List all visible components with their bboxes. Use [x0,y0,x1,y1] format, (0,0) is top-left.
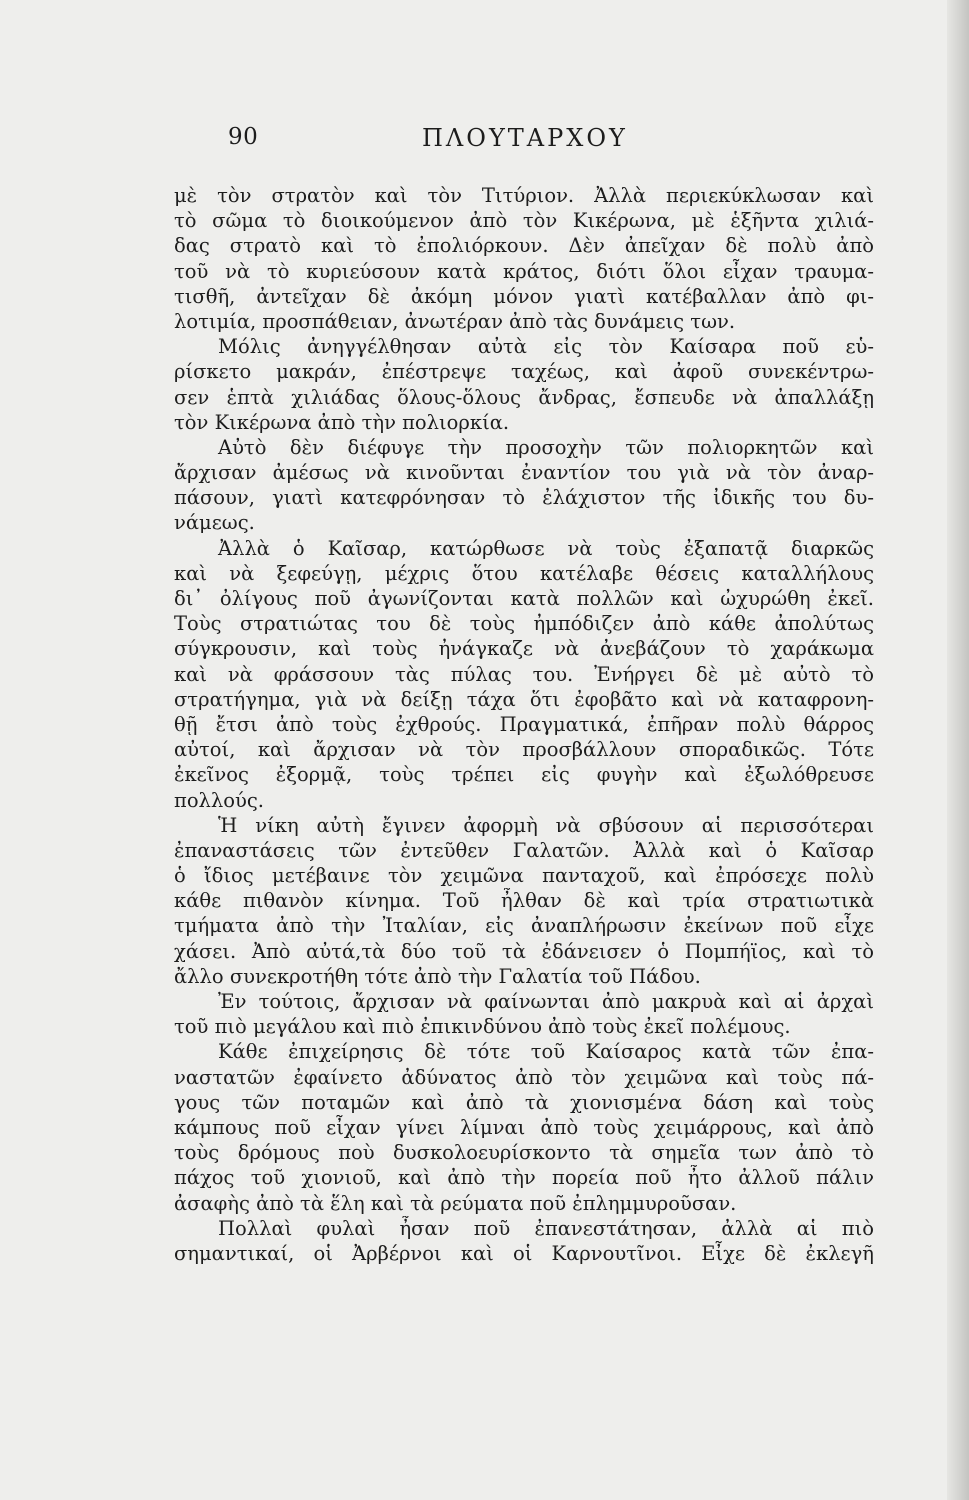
text-line: Ἀλλὰ ὁ Καῖσαρ, κατώρθωσε νὰ τοὺς ἐξαπατᾷ διαρκῶς [218,536,874,560]
text-line: ρίσκετο μακράν, ἐπέστρεψε ταχέως, καὶ ἀφοῦ συνεκέντρω- [174,360,874,384]
text-line: καὶ νὰ φράσσουν τὰς πύλας του. Ἐνήργει δὲ μὲ αὐτὸ τὸ [174,662,874,686]
text-line: Αὐτὸ δὲν διέφυγε τὴν προσοχὴν τῶν πολιορκητῶν καὶ [218,435,874,459]
text-line: τὸν Κικέρωνα ἀπὸ τὴν πολιορκία. [174,410,510,434]
text-line: πάχος τοῦ χιονιοῦ, καὶ ἀπὸ τὴν πορεία ποῦ ἦτο ἀλλοῦ πάλιν [174,1166,874,1190]
text-line: τμήματα ἀπὸ τὴν Ἰταλίαν, εἰς ἀναπλήρωσιν ἐκείνων ποῦ εἶχε [174,914,874,938]
text-line: αὐτοί, καὶ ἄρχισαν νὰ τὸν προσβάλλουν σποραδικῶς. Τότε [174,738,874,762]
text-line: σύγκρουσιν, καὶ τοὺς ἠνάγκαζε νὰ ἀνεβάζουν τὸ χαράκωμα [174,637,874,661]
text-line: ἐπαναστάσεις τῶν ἐντεῦθεν Γαλατῶν. Ἀλλὰ καὶ ὁ Καῖσαρ [174,838,874,862]
text-line: τοὺς δρόμους ποὺ δυσκολοευρίσκοντο τὰ σημεῖα των ἀπὸ τὸ [174,1141,874,1165]
book-title: ΠΛΟΥΤΑΡΧΟΥ [422,124,628,152]
text-line: ἄρχισαν ἀμέσως νὰ κινοῦνται ἐναντίον του γιὰ νὰ τὸν ἀναρ- [174,461,874,485]
text-line: μὲ τὸν στρατὸν καὶ τὸν Τιτύριον. Ἀλλὰ περιεκύκλωσαν καὶ [174,184,874,207]
text-line: ἄλλο συνεκροτήθη τότε ἀπὸ τὴν Γαλατία τοῦ Πάδου. [174,964,701,988]
text-line: Ἡ νίκη αὐτὴ ἔγινεν ἀφορμὴ νὰ σβύσουν αἱ περισσότεραι [218,813,874,837]
text-line: θῇ ἔτσι ἀπὸ τοὺς ἐχθρούς. Πραγματικά, ἐπῆραν πολὺ θάρρος [174,712,874,736]
text-line: καὶ νὰ ξεφεύγῃ, μέχρις ὅτου κατέλαβε θέσεις καταλλήλους [174,561,874,585]
text-line: τισθῆ, ἀντεῖχαν δὲ ἀκόμη μόνον γιατὶ κατέβαλλαν ἀπὸ φι- [174,284,874,308]
text-line: πάσουν, γιατὶ κατεφρόνησαν τὸ ἐλάχιστον τῆς ἰδικῆς του δυ- [174,486,874,510]
text-line: πολλούς. [174,788,264,812]
page-number: 90 [228,124,259,150]
page-binding-edge [947,0,969,1500]
text-line: κάθε πιθανὸν κίνημα. Τοῦ ἦλθαν δὲ καὶ τρία στρατιωτικὰ [174,889,874,913]
text-line: Ἐν τούτοις, ἄρχισαν νὰ φαίνωνται ἀπὸ μακρυὰ καὶ αἱ ἀρχαὶ [218,990,874,1013]
text-line: δι᾽ ὀλίγους ποῦ ἀγωνίζονται κατὰ πολλῶν καὶ ὠχυρώθη ἐκεῖ. [174,587,874,610]
text-line: ἐκεῖνος ἐξορμᾷ, τοὺς τρέπει εἰς φυγὴν καὶ ἐξωλόθρευσε [174,763,874,787]
text-line: τὸ σῶμα τὸ διοικούμενον ἀπὸ τὸν Κικέρωνα, μὲ ἑξῆντα χιλιά- [174,209,874,233]
text-line: Τοὺς στρατιώτας του δὲ τοὺς ἠμπόδιζεν ἀπὸ κάθε ἀπολύτως [174,612,874,636]
text-line: Πολλαὶ φυλαὶ ἦσαν ποῦ ἐπανεστάτησαν, ἀλλὰ αἱ πιὸ [218,1216,874,1240]
text-line: λοτιμία, προσπάθειαν, ἀνωτέραν ἀπὸ τὰς δυνάμεις των. [174,309,736,333]
text-line: σεν ἑπτὰ χιλιάδας ὅλους-ὅλους ἄνδρας, ἔσπευδε νὰ ἀπαλλάξῃ [174,385,874,409]
text-line: χάσει. Ἀπὸ αὐτά,τὰ δύο τοῦ τὰ ἐδάνεισεν ὁ Πομπήϊος, καὶ τὸ [174,939,874,963]
text-line: ὁ ἴδιος μετέβαινε τὸν χειμῶνα πανταχοῦ, καὶ ἐπρόσεχε πολὺ [174,864,874,888]
running-head [174,124,878,164]
text-line: δας στρατὸ καὶ τὸ ἐπολιόρκουν. Δὲν ἀπεῖχαν δὲ πολὺ ἀπὸ [174,234,874,258]
text-line: τοῦ πιὸ μεγάλου καὶ πιὸ ἐπικινδύνου ἀπὸ τοὺς ἐκεῖ πολέμους. [174,1015,791,1039]
body-text [174,183,874,1266]
text-line: Κάθε ἐπιχείρησις δὲ τότε τοῦ Καίσαρος κατὰ τῶν ἐπα- [218,1040,874,1064]
text-line: σημαντικαί, οἱ Ἀρβέρνοι καὶ οἱ Καρνουτῖνοι. Εἶχε δὲ ἐκλεγῆ [174,1241,874,1265]
text-line: γους τῶν ποταμῶν καὶ ἀπὸ τὰ χιονισμένα δάση καὶ τοὺς [174,1090,874,1114]
text-line: τοῦ νὰ τὸ κυριεύσουν κατὰ κράτος, διότι ὅλοι εἶχαν τραυμα- [174,259,874,283]
text-line: νάμεως. [174,511,255,535]
text-line: ἀσαφὴς ἀπὸ τὰ ἕλη καὶ τὰ ρεύματα ποῦ ἐπλημμυροῦσαν. [174,1191,737,1215]
text-line: στρατήγημα, γιὰ νὰ δείξῃ τάχα ὅτι ἐφοβᾶτο καὶ νὰ καταφρονη- [174,687,874,711]
text-line: Μόλις ἀνηγγέλθησαν αὐτὰ εἰς τὸν Καίσαρα ποῦ εὑ- [218,335,874,359]
text-line: κάμπους ποῦ εἶχαν γίνει λίμναι ἀπὸ τοὺς χειμάρρους, καὶ ἀπὸ [174,1115,874,1139]
text-line: ναστατῶν ἐφαίνετο ἀδύνατος ἀπὸ τὸν χειμῶνα καὶ τοὺς πά- [174,1065,874,1089]
